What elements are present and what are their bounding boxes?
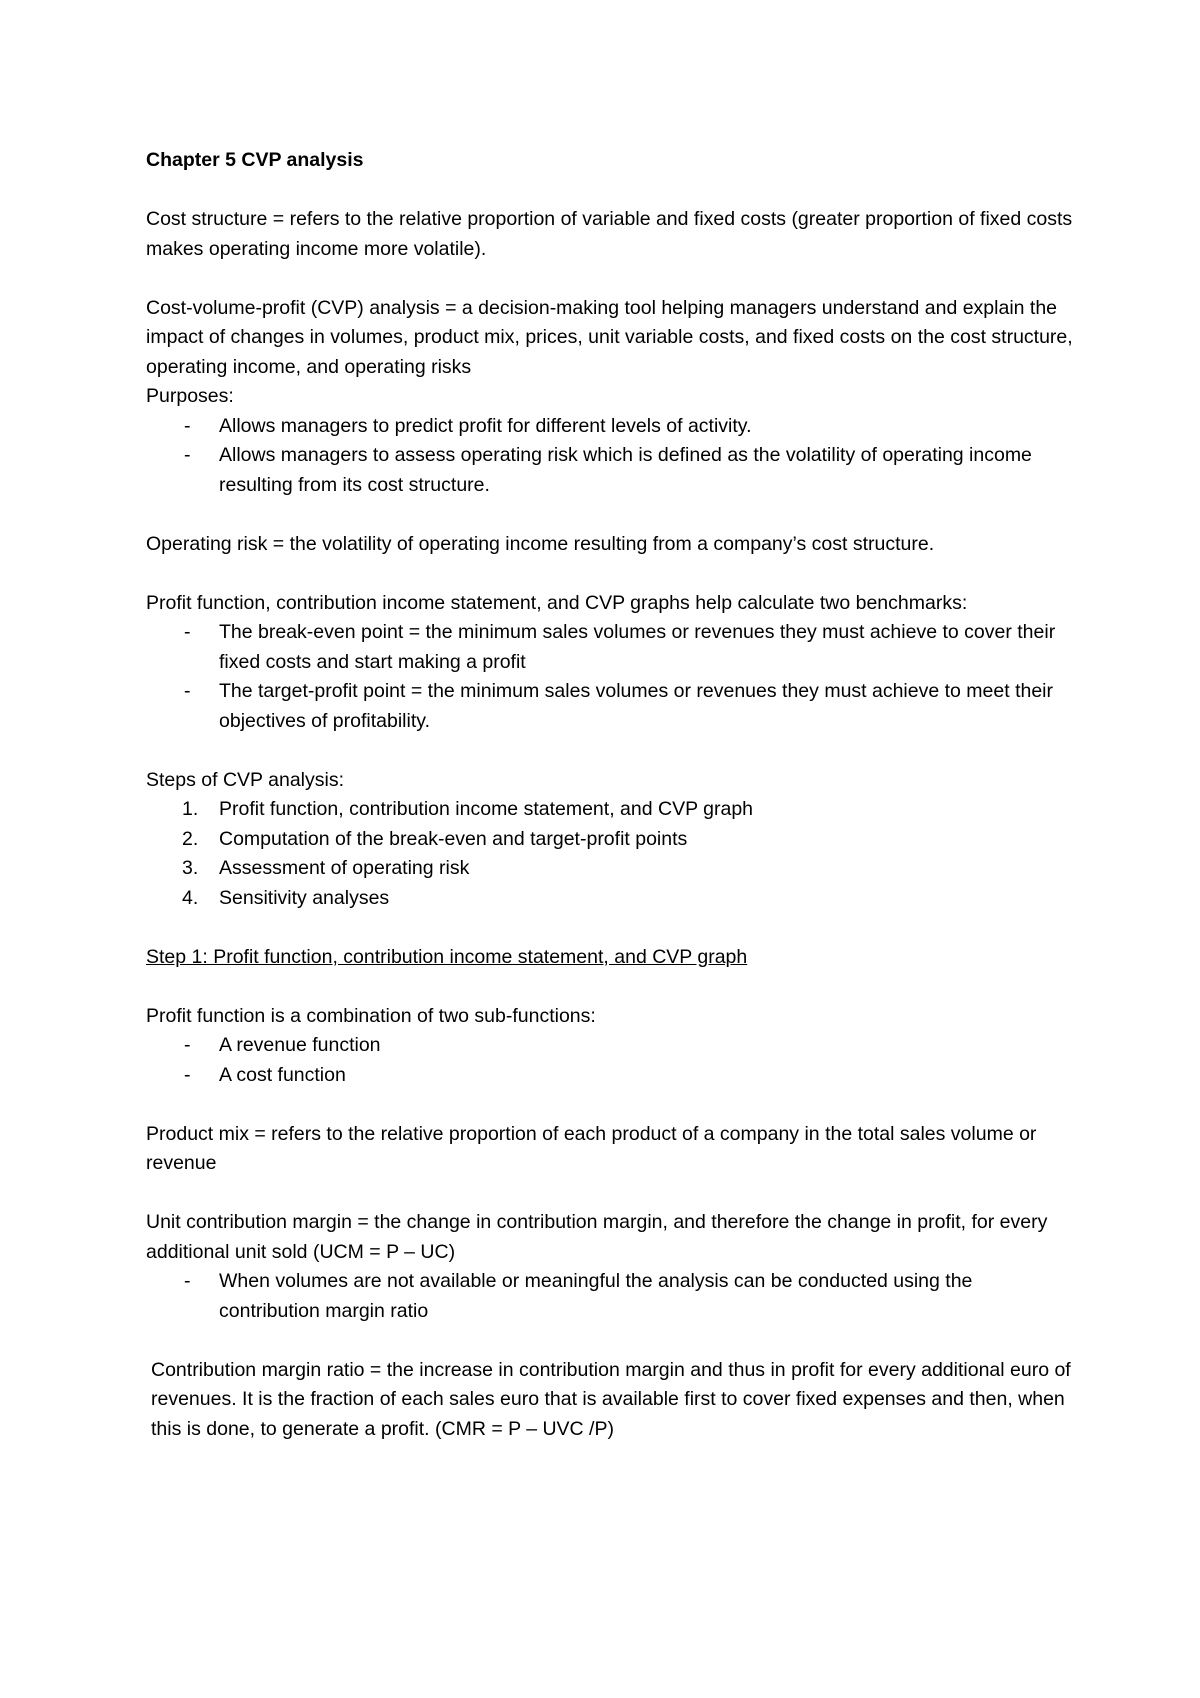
cmr-paragraph: Contribution margin ratio = the increase in contribution margin and thus in profit for every additional euro of revenues. It is the fraction of each sales euro that is available first to cover fixed expenses and then, when this is done, to generate a profit. (CMR = P – UVC /P)	[151, 1358, 1071, 1440]
benchmarks-intro: Profit function, contribution income statement, and CVP graphs help calculate two benchmarks:	[146, 591, 968, 614]
step-text: Computation of the break-even and target-profit points	[219, 827, 688, 850]
purpose-text: Allows managers to assess operating risk which is defined as the volatility of operating income resulting from its cost structure.	[219, 444, 1032, 496]
benchmarks-list	[146, 618, 1076, 736]
step-number: 3.	[182, 857, 199, 879]
dash-marker: -	[184, 1063, 191, 1086]
step-number: 4.	[182, 886, 199, 909]
step-number: 1.	[182, 798, 199, 820]
list-item	[146, 1031, 1076, 1061]
benchmark-text: The target-profit point = the minimum sales volumes or revenues they must achieve to meet their objectives of profitability.	[219, 680, 1054, 732]
benchmark-text: The break-even point = the minimum sales volumes or revenues they must achieve to cover their fixed costs and start making a profit	[219, 621, 1056, 673]
purposes-list	[146, 412, 1076, 501]
steps-list	[146, 795, 1076, 913]
ucm-note-text: When volumes are not available or meaningful the analysis can be conducted using the contribution margin ratio	[219, 1270, 973, 1322]
steps-label: Steps of CVP analysis:	[146, 768, 344, 791]
cost-structure-paragraph: Cost structure = refers to the relative proportion of variable and fixed costs (greater proportion of fixed costs makes operating income more volatile).	[146, 208, 1073, 260]
dash-marker: -	[184, 1034, 191, 1056]
operating-risk-paragraph: Operating risk = the volatility of operating income resulting from a company’s cost structure.	[146, 532, 935, 555]
list-item	[146, 1061, 1076, 1091]
ucm-note-list	[146, 1267, 1076, 1326]
step-text: Sensitivity analyses	[219, 886, 390, 909]
dash-marker: -	[184, 621, 191, 643]
cvp-analysis-paragraph: Cost-volume-profit (CVP) analysis = a decision-making tool helping managers understand and explain the impact of changes in volumes, product mix, prices, unit variable costs, and fixed costs on the cost structure, operating income, and operating risks	[146, 296, 1073, 378]
list-item	[146, 441, 1076, 500]
list-item	[146, 795, 1076, 825]
step-number: 2.	[182, 827, 199, 850]
product-mix-paragraph: Product mix = refers to the relative proportion of each product of a company in the total sales volume or revenue	[146, 1122, 1037, 1174]
list-item	[146, 854, 1076, 884]
sub-functions-list	[146, 1031, 1076, 1090]
sub-function-text: A cost function	[219, 1063, 346, 1086]
dash-marker: -	[184, 414, 191, 437]
sub-function-text: A revenue function	[219, 1034, 381, 1056]
dash-marker: -	[184, 444, 191, 466]
dash-marker: -	[184, 1270, 191, 1292]
list-item	[146, 825, 1076, 855]
profit-function-intro: Profit function is a combination of two sub-functions:	[146, 1004, 596, 1027]
list-item	[146, 618, 1076, 677]
purposes-label: Purposes:	[146, 385, 234, 407]
list-item	[146, 412, 1076, 442]
ucm-paragraph: Unit contribution margin = the change in contribution margin, and therefore the change in profit, for every additional unit sold (UCM = P – UC)	[146, 1211, 1048, 1263]
purpose-text: Allows managers to predict profit for different levels of activity.	[219, 414, 752, 437]
list-item	[146, 677, 1076, 736]
list-item	[146, 1267, 1076, 1326]
dash-marker: -	[184, 680, 191, 702]
step-text: Assessment of operating risk	[219, 857, 470, 879]
document-body	[146, 146, 1076, 1474]
list-item	[146, 884, 1076, 914]
chapter-title: Chapter 5 CVP analysis	[146, 149, 364, 171]
step-text: Profit function, contribution income statement, and CVP graph	[219, 798, 754, 820]
step1-heading: Step 1: Profit function, contribution income statement, and CVP graph	[146, 945, 748, 968]
